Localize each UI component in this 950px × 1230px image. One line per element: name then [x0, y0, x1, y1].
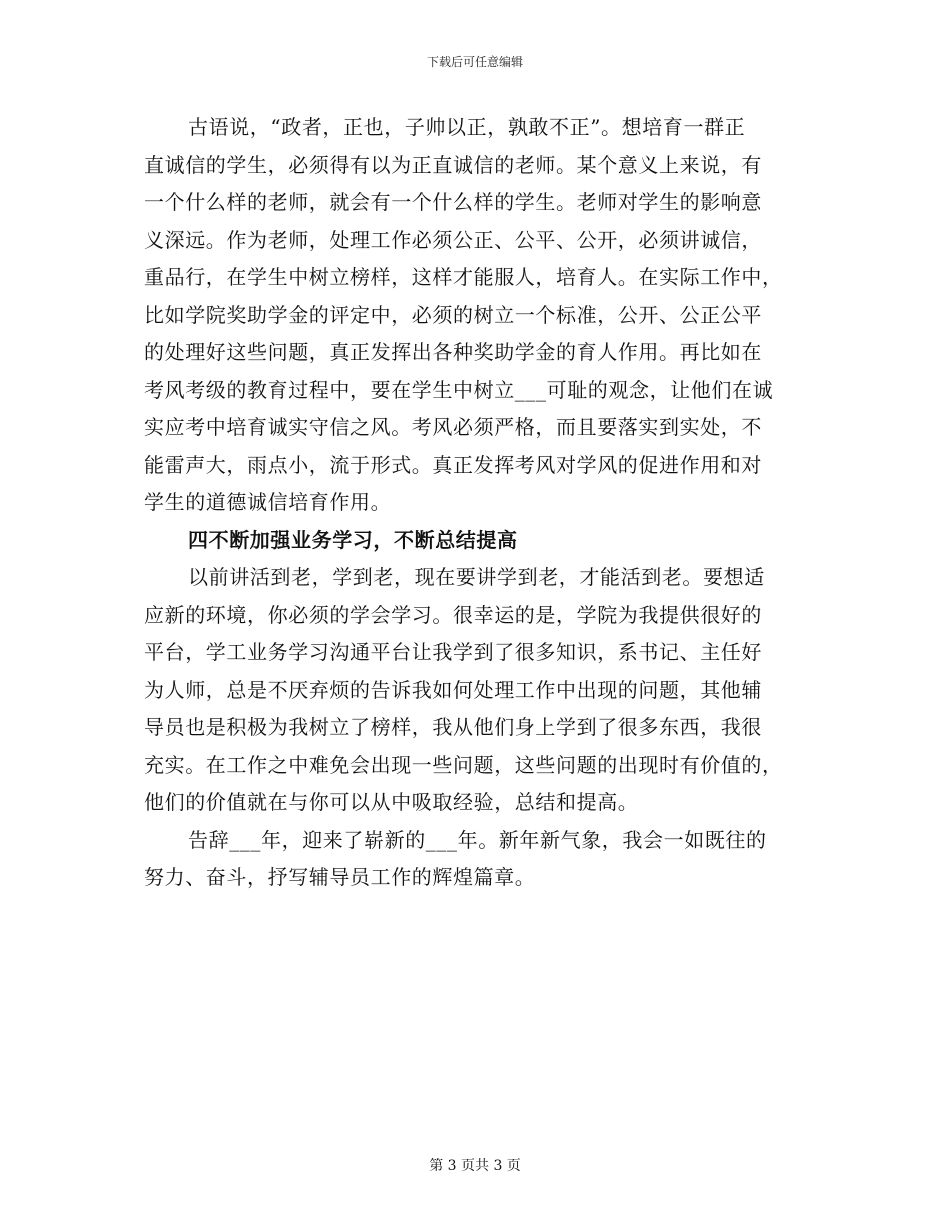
document-body — [144, 109, 810, 897]
paragraph-integrity — [144, 109, 810, 522]
paragraph-line: 比如学院奖助学金的评定中，必须的树立一个标准，公开、公正公平 — [144, 302, 762, 327]
paragraph-line: 直诚信的学生，必须得有以为正直诚信的老师。某个意义上来说，有 — [144, 152, 762, 177]
paragraph-learning — [144, 559, 810, 822]
paragraph-line: 应新的环境，你必须的学会学习。很幸运的是，学院为我提供很好的 — [144, 602, 762, 627]
paragraph-line: 努力、奋斗，抒写辅导员工作的辉煌篇章。 — [144, 865, 536, 889]
paragraph-line: 古语说，“政者，正也，子帅以正，孰敢不正”。想培育一群正 — [188, 115, 746, 139]
paragraph-line: 学生的道德诚信培育作用。 — [144, 490, 392, 514]
page-header: 下载后可任意编辑 — [426, 55, 523, 69]
paragraph-line: 实应考中培育诚实守信之风。考风必须严格，而且要落实到实处，不 — [144, 415, 762, 439]
paragraph-line: 能雷声大，雨点小，流于形式。真正发挥考风对学风的促进作用和对 — [144, 452, 762, 477]
paragraph-line: 考风考级的教育过程中，要在学生中树立___可耻的观念，让他们在诚 — [144, 377, 774, 402]
paragraph-line: 告辞___年，迎来了崭新的___年。新年新气象，我会一如既往的 — [188, 827, 767, 852]
paragraph-line: 为人师，总是不厌弃烦的告诉我如何处理工作中出现的问题，其他辅 — [144, 677, 762, 702]
paragraph-line: 一个什么样的老师，就会有一个什么样的学生。老师对学生的影响意 — [144, 190, 762, 214]
paragraph-line: 义深远。作为老师，处理工作必须公正、公平、公开，必须讲诚信， — [144, 227, 762, 252]
paragraph-line: 导员也是积极为我树立了榜样，我从他们身上学到了很多东西，我很 — [144, 715, 762, 739]
paragraph-line: 重品行，在学生中树立榜样，这样才能服人，培育人。在实际工作中， — [144, 265, 783, 289]
page-footer: 第 3 页共 3 页 — [429, 1158, 521, 1174]
paragraph-line: 平台，学工业务学习沟通平台让我学到了很多知识，系书记、主任好 — [144, 640, 762, 664]
paragraph-line: 以前讲活到老，学到老，现在要讲学到老，才能活到老。要想适 — [188, 565, 765, 589]
paragraph-line: 充实。在工作之中难免会出现一些问题，这些问题的出现时有价值的， — [144, 752, 783, 777]
paragraph-line: 的处理好这些问题，真正发挥出各种奖助学金的育人作用。再比如在 — [144, 340, 762, 364]
paragraph-line: 他们的价值就在与你可以从中吸取经验，总结和提高。 — [144, 790, 639, 814]
paragraph-new-year — [144, 822, 810, 897]
section-heading: 四不断加强业务学习，不断总结提高 — [188, 527, 518, 552]
